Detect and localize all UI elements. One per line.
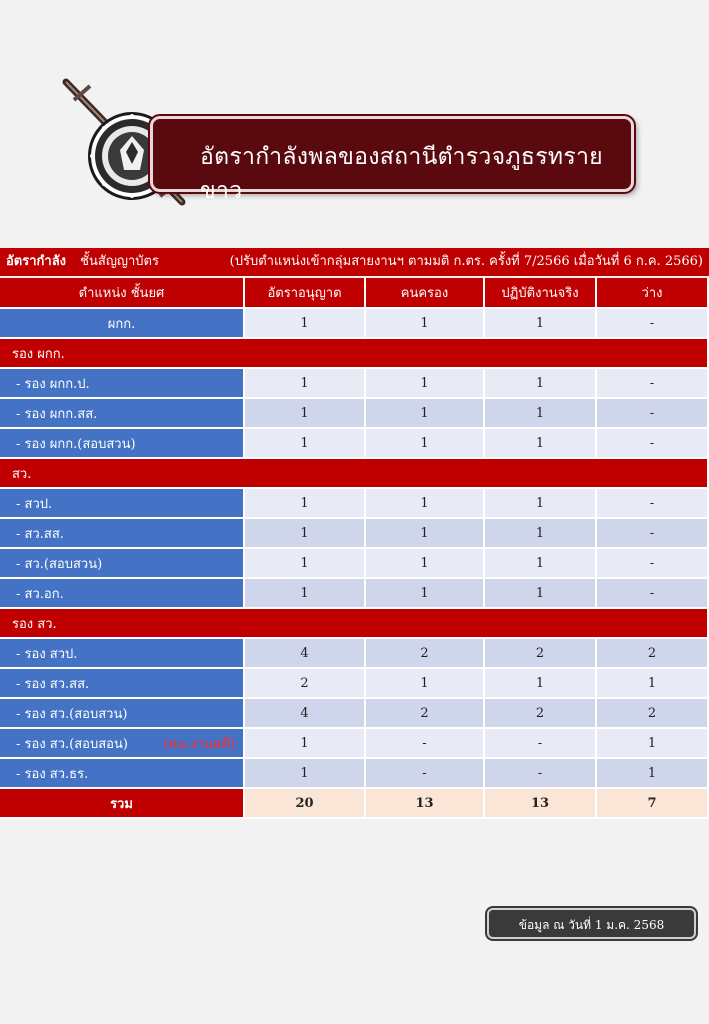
- position-cell: ผกก.: [0, 309, 245, 339]
- value-cell: 1: [245, 399, 366, 429]
- table-row: [0, 369, 709, 399]
- table-row: [0, 579, 709, 609]
- value-cell: -: [597, 309, 709, 339]
- value-cell: 1: [485, 549, 597, 579]
- strength-label: อัตรากำลัง: [6, 254, 67, 269]
- value-cell: -: [597, 519, 709, 549]
- value-cell: 1: [485, 309, 597, 339]
- position-label: - รอง สว.(สอบสอน): [16, 736, 128, 752]
- table-row: [0, 429, 709, 459]
- value-cell: 2: [366, 639, 485, 669]
- position-cell: - รอง ผกก.(สอบสวน): [0, 429, 245, 459]
- position-cell: - รอง สวป.: [0, 639, 245, 669]
- data-date-box: ข้อมูล ณ วันที่ 1 ม.ค. 2568: [487, 908, 696, 939]
- value-cell: -: [597, 579, 709, 609]
- info-bar: [0, 248, 709, 276]
- position-cell: - สว.(สอบสวน): [0, 549, 245, 579]
- position-cell: - สวป.: [0, 489, 245, 519]
- total-label: รวม: [0, 789, 245, 819]
- value-cell: 2: [485, 639, 597, 669]
- table-header-row: [0, 278, 709, 309]
- value-cell: -: [597, 369, 709, 399]
- header-vacant: ว่าง: [597, 278, 709, 309]
- value-cell: 2: [597, 699, 709, 729]
- total-value: 7: [597, 789, 709, 819]
- position-cell: - สว.สส.: [0, 519, 245, 549]
- header-authorized: อัตราอนุญาต: [245, 278, 366, 309]
- group-label: รอง สว.: [0, 609, 709, 639]
- value-cell: -: [597, 489, 709, 519]
- value-cell: 1: [366, 579, 485, 609]
- value-cell: 2: [366, 699, 485, 729]
- adjustment-note: (ปรับตำแหน่งเข้ากลุ่มสายงานฯ ตามมติ ก.ตร. ครั้งที่ 7/2566 เมื่อวันที่ 6 ก.ค. 2566): [229, 254, 703, 269]
- group-header-row: [0, 459, 709, 489]
- manpower-table: [0, 278, 709, 819]
- value-cell: 1: [597, 669, 709, 699]
- value-cell: 4: [245, 639, 366, 669]
- value-cell: -: [597, 399, 709, 429]
- value-cell: 1: [366, 489, 485, 519]
- value-cell: 1: [485, 369, 597, 399]
- position-cell: - สว.อก.: [0, 579, 245, 609]
- value-cell: 1: [366, 549, 485, 579]
- value-cell: 1: [245, 579, 366, 609]
- table-row: [0, 549, 709, 579]
- position-note: (หน.งานคดี): [163, 736, 235, 752]
- header-actual: ปฏิบัติงานจริง: [485, 278, 597, 309]
- value-cell: -: [597, 429, 709, 459]
- rank-class: ชั้นสัญญาบัตร: [80, 254, 159, 269]
- value-cell: 1: [366, 669, 485, 699]
- value-cell: 1: [245, 489, 366, 519]
- value-cell: 2: [597, 639, 709, 669]
- position-cell: - รอง สว.ธร.: [0, 759, 245, 789]
- value-cell: -: [366, 759, 485, 789]
- total-value: 13: [485, 789, 597, 819]
- group-label: สว.: [0, 459, 709, 489]
- table-row: [0, 639, 709, 669]
- value-cell: -: [485, 729, 597, 759]
- table-row: [0, 519, 709, 549]
- value-cell: 1: [366, 369, 485, 399]
- total-row: [0, 789, 709, 819]
- value-cell: 1: [485, 579, 597, 609]
- value-cell: -: [485, 759, 597, 789]
- position-cell: - รอง ผกก.สส.: [0, 399, 245, 429]
- position-cell: - รอง ผกก.ป.: [0, 369, 245, 399]
- value-cell: 2: [485, 699, 597, 729]
- header-occupied: คนครอง: [366, 278, 485, 309]
- value-cell: 1: [245, 759, 366, 789]
- value-cell: 1: [597, 759, 709, 789]
- group-header-row: [0, 339, 709, 369]
- page-title: อัตรากำลังพลของสถานีตำรวจภูธรทรายขาว: [200, 144, 603, 204]
- value-cell: 1: [366, 309, 485, 339]
- value-cell: 1: [485, 429, 597, 459]
- value-cell: 1: [485, 669, 597, 699]
- table-row: [0, 699, 709, 729]
- table-row: [0, 399, 709, 429]
- value-cell: 1: [485, 399, 597, 429]
- table-row: [0, 729, 709, 759]
- value-cell: 1: [245, 309, 366, 339]
- value-cell: 1: [366, 399, 485, 429]
- table-row: [0, 489, 709, 519]
- value-cell: 1: [366, 519, 485, 549]
- position-cell: - รอง สว.สส.: [0, 669, 245, 699]
- table-row: [0, 759, 709, 789]
- value-cell: 1: [245, 429, 366, 459]
- total-value: 20: [245, 789, 366, 819]
- value-cell: 1: [245, 549, 366, 579]
- position-cell: [0, 729, 245, 759]
- value-cell: -: [366, 729, 485, 759]
- value-cell: -: [597, 549, 709, 579]
- value-cell: 1: [485, 519, 597, 549]
- value-cell: 1: [245, 519, 366, 549]
- value-cell: 2: [245, 669, 366, 699]
- total-value: 13: [366, 789, 485, 819]
- position-cell: - รอง สว.(สอบสวน): [0, 699, 245, 729]
- value-cell: 1: [366, 429, 485, 459]
- value-cell: 4: [245, 699, 366, 729]
- group-label: รอง ผกก.: [0, 339, 709, 369]
- table-row: [0, 669, 709, 699]
- value-cell: 1: [245, 369, 366, 399]
- header-position: ตำแหน่ง ชั้นยศ: [0, 278, 245, 309]
- value-cell: 1: [485, 489, 597, 519]
- group-header-row: [0, 609, 709, 639]
- value-cell: 1: [245, 729, 366, 759]
- table-row: [0, 309, 709, 339]
- value-cell: 1: [597, 729, 709, 759]
